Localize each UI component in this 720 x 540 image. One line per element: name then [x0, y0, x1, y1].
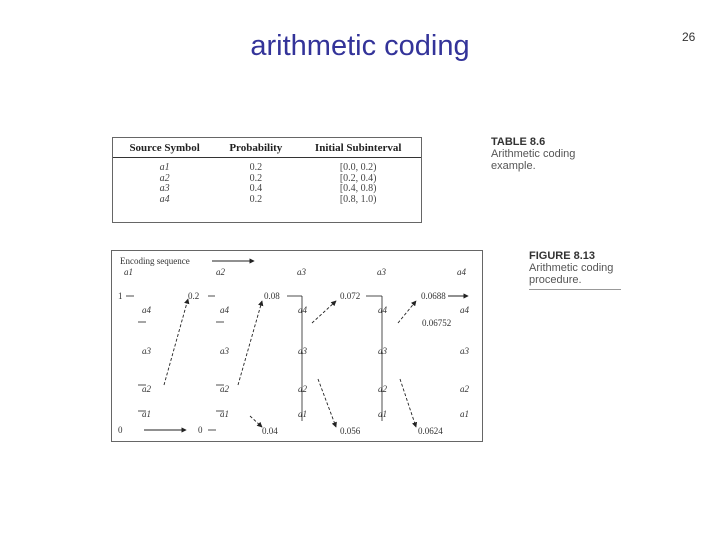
encoding-sequence-label: Encoding sequence	[120, 256, 190, 266]
probability-table	[112, 137, 422, 223]
cell-probability: 0.4	[249, 183, 263, 194]
symbol-label: a2	[378, 384, 387, 394]
boundary-top-value: 0.2	[188, 291, 200, 301]
zoom-arrow	[318, 379, 336, 427]
sequence-symbol: a3	[297, 267, 306, 277]
symbol-label: a3	[298, 346, 307, 356]
figure-caption-line: Arithmetic coding	[529, 262, 614, 274]
page-number: 26	[682, 30, 696, 44]
sequence-symbol: a1	[124, 267, 133, 277]
cell-probability: 0.2	[249, 162, 263, 173]
boundary-bottom-value: 0	[198, 425, 203, 435]
cell-symbol: a4	[159, 193, 170, 205]
zoom-arrow	[398, 301, 416, 323]
slide-title-text: arithmetic coding	[250, 30, 470, 62]
cell-subinterval: [0.0, 0.2)	[339, 162, 377, 173]
boundary-top-value: 0.08	[264, 291, 280, 301]
zoom-arrow	[164, 299, 188, 385]
symbol-label: a4	[460, 305, 469, 315]
diagram-canvas	[112, 251, 484, 443]
zoom-arrow	[312, 301, 336, 323]
sequence-symbol: a2	[216, 267, 225, 277]
slide-title	[0, 30, 720, 63]
cell-probability: 0.2	[249, 172, 263, 184]
symbol-label: a1	[378, 409, 387, 419]
boundary-bottom-value: 0.056	[340, 426, 361, 436]
cell-subinterval: [0.2, 0.4)	[339, 172, 377, 184]
symbol-label: a3	[378, 346, 387, 356]
boundary-bottom-value: 0.0624	[418, 426, 443, 436]
table-caption	[491, 136, 575, 172]
symbol-label: a4	[298, 305, 307, 315]
table-caption-line: example.	[491, 160, 536, 172]
symbol-label: a1	[220, 409, 229, 419]
cell-probability: 0.2	[249, 193, 263, 205]
header-initial-subinterval: Initial Subinterval	[295, 138, 421, 158]
arithmetic-coding-diagram	[111, 250, 483, 442]
symbol-label: a4	[378, 305, 387, 315]
table-caption-line: Arithmetic coding	[491, 148, 576, 160]
header-probability: Probability	[216, 138, 295, 158]
symbol-label: a3	[142, 346, 151, 356]
sequence-symbol: a3	[377, 267, 386, 277]
figure-caption-line: procedure.	[529, 274, 582, 286]
axis-bottom-value: 0	[118, 425, 123, 435]
table-row	[113, 195, 421, 206]
zoom-arrow	[238, 301, 262, 385]
axis-top-value: 1	[118, 291, 123, 301]
sequence-symbol: a4	[457, 267, 466, 277]
figure-caption	[529, 250, 621, 290]
table-caption-number: TABLE 8.6	[491, 136, 546, 148]
figure-caption-number: FIGURE 8.13	[529, 250, 596, 262]
symbol-label: a4	[220, 305, 229, 315]
symbol-label: a1	[298, 409, 307, 419]
boundary-bottom-value: 0.04	[262, 426, 278, 436]
boundary-inner-value: 0.06752	[422, 318, 452, 328]
cell-subinterval: [0.4, 0.8)	[339, 183, 377, 194]
symbol-label: a2	[298, 384, 307, 394]
table-header-row	[113, 138, 421, 158]
symbol-label: a2	[220, 384, 229, 394]
cell-subinterval: [0.8, 1.0)	[339, 193, 377, 205]
symbol-label: a1	[142, 409, 151, 419]
cell-symbol: a3	[159, 183, 170, 194]
symbol-label: a3	[460, 346, 469, 356]
zoom-arrow	[250, 416, 262, 427]
boundary-top-value: 0.0688	[421, 291, 446, 301]
table-row	[113, 158, 421, 174]
symbol-label: a2	[142, 384, 151, 394]
symbol-label: a3	[220, 346, 229, 356]
zoom-arrow	[400, 379, 416, 427]
cell-symbol: a2	[159, 172, 170, 184]
boundary-top-value: 0.072	[340, 291, 361, 301]
symbol-label: a2	[460, 384, 469, 394]
symbol-label: a1	[460, 409, 469, 419]
table-row	[113, 184, 421, 195]
header-source-symbol: Source Symbol	[113, 138, 216, 158]
caption-rule	[529, 289, 621, 290]
symbol-label: a4	[142, 305, 151, 315]
cell-symbol: a1	[159, 162, 170, 173]
